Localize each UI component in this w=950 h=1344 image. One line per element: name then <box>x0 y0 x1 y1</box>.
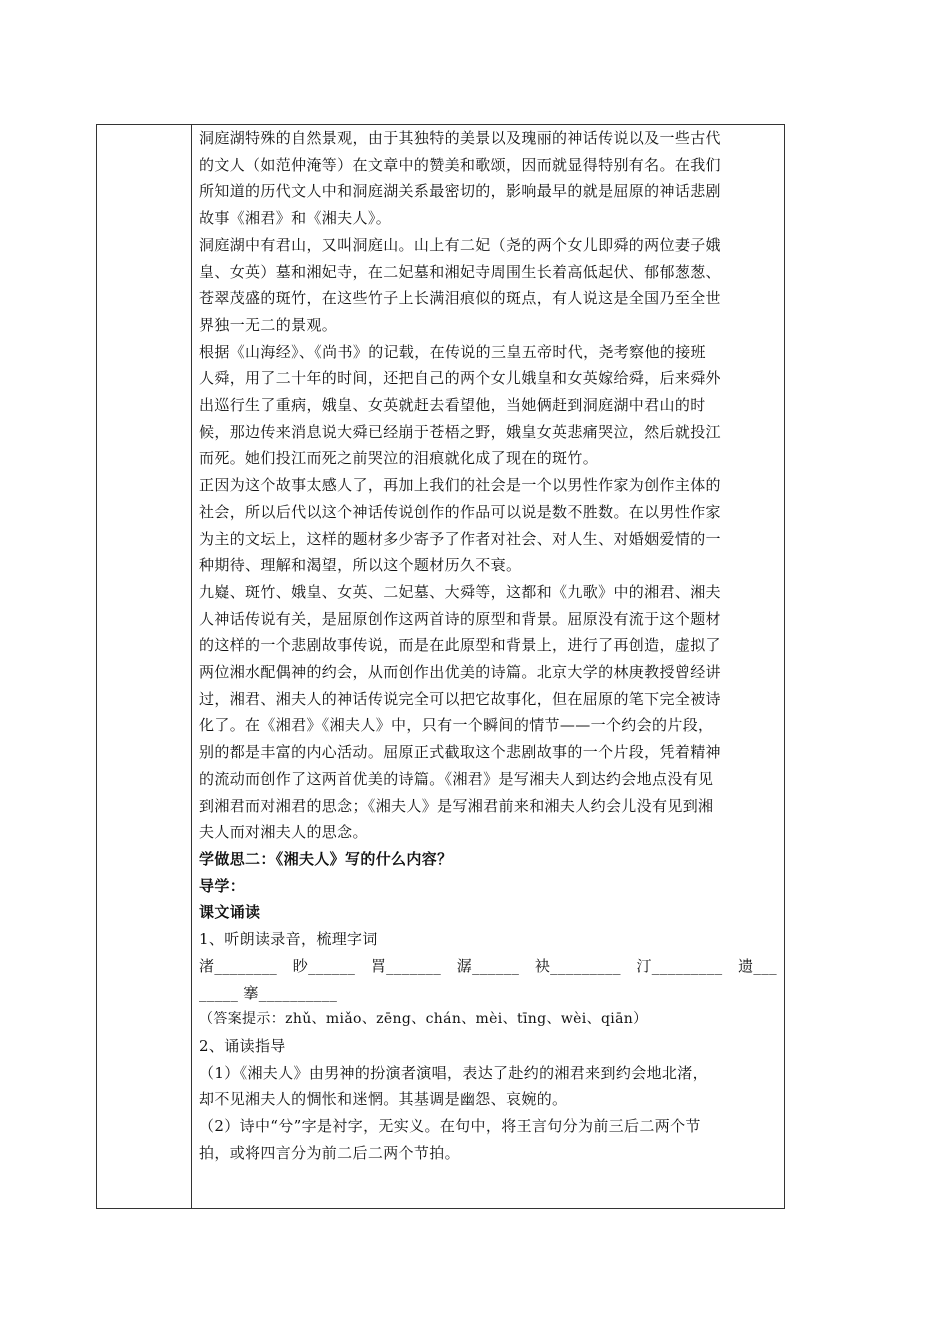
text-line: 种期待、理解和渴望，所以这个题材历久不衰。 <box>199 556 522 575</box>
heading-line: 课文诵读 <box>199 903 261 922</box>
fill-blank-item: 遗___ <box>738 956 777 975</box>
text-line: 洞庭湖中有君山，又叫洞庭山。山上有二妃（尧的两个女儿即舜的两位妻子娥 <box>199 235 721 254</box>
text-line: 却不见湘夫人的惆怅和迷惘。其基调是幽怨、哀婉的。 <box>199 1090 568 1109</box>
fill-blank-item: 渚________ <box>199 956 278 975</box>
fill-blank-item: 眇______ <box>292 956 356 975</box>
text-line: 化了。在《湘君》《湘夫人》中，只有一个瞬间的情节——一个约会的片段， <box>199 716 714 735</box>
fill-blank-row <box>199 953 777 980</box>
text-line: 社会，所以后代以这个神话传说创作的作品可以说是数不胜数。在以男性作家 <box>199 502 721 521</box>
text-line: 界独一无二的景观。 <box>199 315 338 334</box>
text-line: 2、诵读指导 <box>199 1036 286 1055</box>
text-line: 而死。她们投江而死之前哭泣的泪痕就化成了现在的斑竹。 <box>199 449 599 468</box>
text-line: 到湘君而对湘君的思念；《湘夫人》是写湘君前来和湘夫人约会儿没有见到湘 <box>199 796 714 815</box>
text-line: 拍，或将四言分为前二后二两个节拍。 <box>199 1143 460 1162</box>
text-line: 1、听朗读录音，梳理字词 <box>199 930 378 949</box>
text-line: 两位湘水配偶神的约会，从而创作出优美的诗篇。北京大学的林庚教授曾经讲 <box>199 663 721 682</box>
text-line: 夫人而对湘夫人的思念。 <box>199 823 368 842</box>
text-line: 别的都是丰富的内心活动。屈原正式截取这个悲剧故事的一个片段，凭着精神 <box>199 743 721 762</box>
text-line: 候，那边传来消息说大舜已经崩于苍梧之野，娥皇女英悲痛哭泣，然后就投江 <box>199 422 721 441</box>
text-line: 的文人（如范仲淹等）在文章中的赞美和歌颂，因而就显得特别有名。在我们 <box>199 155 721 174</box>
text-line: 苍翠茂盛的斑竹，在这些竹子上长满泪痕似的斑点，有人说这是全国乃至全世 <box>199 289 721 308</box>
text-line: 的流动而创作了这两首优美的诗篇。《湘君》是写湘夫人到达约会地点没有见 <box>199 769 714 788</box>
text-line: 过，湘君、湘夫人的神话传说完全可以把它故事化，但在屈原的笔下完全被诗 <box>199 689 721 708</box>
fill-blank-item: 袂_________ <box>534 956 621 975</box>
fill-blank-item: 潺______ <box>456 956 520 975</box>
text-line: （2）诗中“兮”字是衬字，无实义。在句中，将王言句分为前三后二两个节 <box>199 1117 701 1136</box>
text-line: 人舜，用了二十年的时间，还把自己的两个女儿娥皇和女英嫁给舜，后来舜外 <box>199 369 721 388</box>
text-line: 皇、女英）墓和湘妃寺，在二妃墓和湘妃寺周围生长着高低起伏、郁郁葱葱、 <box>199 262 721 281</box>
text-line: （1）《湘夫人》由男神的扮演者演唱，表达了赴约的湘君来到约会地北渚， <box>199 1063 708 1082</box>
fill-blank-item: 罥_______ <box>370 956 442 975</box>
text-line: 九嶷、斑竹、娥皇、女英、二妃墓、大舜等，这都和《九歌》中的湘君、湘夫 <box>199 582 721 601</box>
text-line: 所知道的历代文人中和洞庭湖关系最密切的，影响最早的就是屈原的神话悲剧 <box>199 182 721 201</box>
fill-blank-row-2: _____ 搴__________ <box>199 983 338 1002</box>
text-line: 故事《湘君》和《湘夫人》。 <box>199 209 392 228</box>
text-line: 人神话传说有关，是屈原创作这两首诗的原型和背景。屈原没有流于这个题材 <box>199 609 721 628</box>
heading-line: 学做思二：《湘夫人》写的什么内容？ <box>199 849 453 868</box>
column-divider <box>191 125 192 1208</box>
content-table <box>96 124 785 1209</box>
text-line: 为主的文坛上，这样的题材多少寄予了作者对社会、对人生、对婚姻爱情的一 <box>199 529 721 548</box>
text-line: 出巡行生了重病，娥皇、女英就赶去看望他，当她俩赶到洞庭湖中君山的时 <box>199 396 706 415</box>
text-line: 正因为这个故事太感人了，再加上我们的社会是一个以男性作家为创作主体的 <box>199 476 721 495</box>
heading-line: 导学： <box>199 876 246 895</box>
answer-hint: （答案提示：zhǔ、miǎo、zēng、chán、mèi、tīng、wèi、qiān） <box>199 1011 648 1028</box>
fill-blank-item: 汀_________ <box>636 956 723 975</box>
text-line: 的这样的一个悲剧故事传说，而是在此原型和背景上，进行了再创造，虚拟了 <box>199 636 721 655</box>
text-line: 根据《山海经》、《尚书》的记载，在传说的三皇五帝时代，尧考察他的接班 <box>199 342 706 361</box>
text-line: 洞庭湖特殊的自然景观，由于其独特的美景以及瑰丽的神话传说以及一些古代 <box>199 129 721 147</box>
text-cell <box>199 125 781 1166</box>
